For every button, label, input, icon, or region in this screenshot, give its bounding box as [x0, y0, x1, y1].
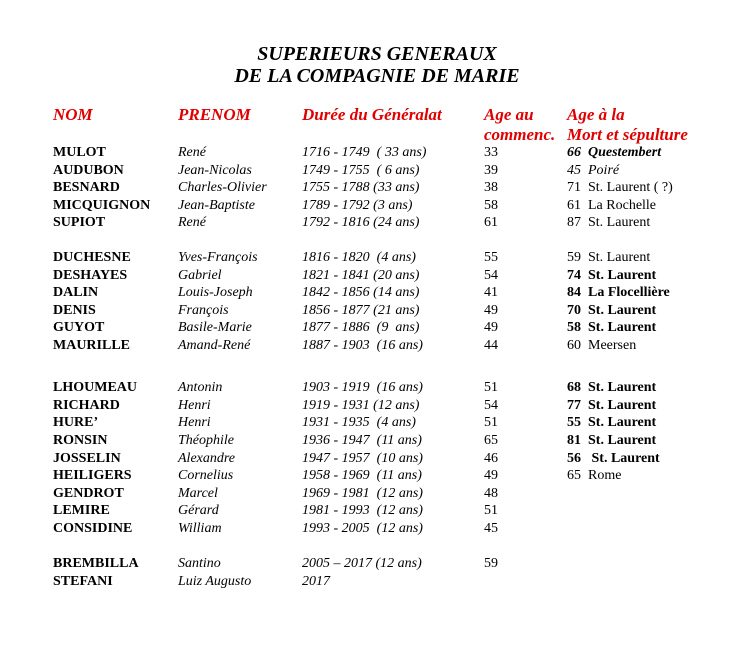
duree-cell: 2005 – 2017 (12 ans)	[302, 556, 422, 571]
age-cell: 61	[484, 215, 498, 230]
table-row	[0, 162, 754, 180]
duree-cell: 1749 - 1755 ( 6 ans)	[302, 163, 420, 178]
prenom-cell: Charles-Olivier	[178, 180, 267, 195]
age-cell: 65	[484, 433, 498, 448]
table-row	[0, 485, 754, 503]
table-row	[0, 520, 754, 538]
age-cell: 54	[484, 398, 498, 413]
header-duree: Durée du Généralat	[302, 105, 442, 124]
nom-cell: HURE’	[53, 415, 99, 430]
table-row	[0, 467, 754, 485]
header-nom: NOM	[53, 105, 93, 124]
age-cell: 59	[484, 556, 498, 571]
mort-cell: 56 St. Laurent	[567, 451, 660, 466]
table-row	[0, 432, 754, 450]
prenom-cell: Cornelius	[178, 468, 234, 483]
mort-cell: 81 St. Laurent	[567, 433, 657, 448]
nom-cell: SUPIOT	[53, 215, 106, 230]
prenom-cell: Luiz Augusto	[178, 574, 252, 589]
duree-cell: 1821 - 1841 (20 ans)	[302, 268, 420, 283]
duree-cell: 1789 - 1792 (3 ans)	[302, 198, 413, 213]
mort-cell: 74 St. Laurent	[567, 268, 657, 283]
nom-cell: BREMBILLA	[53, 556, 139, 571]
mort-cell: 61 La Rochelle	[567, 198, 657, 213]
age-cell: 51	[484, 415, 498, 430]
duree-cell: 1856 - 1877 (21 ans)	[302, 303, 420, 318]
prenom-cell: Basile-Marie	[178, 320, 252, 335]
table-row	[0, 450, 754, 468]
table-row	[0, 573, 754, 591]
nom-cell: RONSIN	[53, 433, 108, 448]
nom-cell: DALIN	[53, 285, 99, 300]
age-cell: 46	[484, 451, 498, 466]
duree-cell: 1755 - 1788 (33 ans)	[302, 180, 420, 195]
mort-cell: 59 St. Laurent	[567, 250, 651, 265]
table-row	[0, 414, 754, 432]
table-row	[0, 502, 754, 520]
prenom-cell: François	[178, 303, 229, 318]
duree-cell: 1887 - 1903 (16 ans)	[302, 338, 423, 353]
prenom-cell: Marcel	[178, 486, 218, 501]
age-cell: 38	[484, 180, 498, 195]
nom-cell: MULOT	[53, 145, 106, 160]
table-row	[0, 319, 754, 337]
duree-cell: 1919 - 1931 (12 ans)	[302, 398, 420, 413]
mort-cell: 66 Questembert	[567, 145, 662, 160]
age-cell: 51	[484, 380, 498, 395]
duree-cell: 1842 - 1856 (14 ans)	[302, 285, 420, 300]
table-row	[0, 179, 754, 197]
duree-cell: 1981 - 1993 (12 ans)	[302, 503, 423, 518]
nom-cell: GUYOT	[53, 320, 105, 335]
duree-cell: 2017	[302, 574, 330, 589]
duree-cell: 1931 - 1935 (4 ans)	[302, 415, 416, 430]
duree-cell: 1993 - 2005 (12 ans)	[302, 521, 423, 536]
nom-cell: DENIS	[53, 303, 96, 318]
prenom-cell: Santino	[178, 556, 221, 571]
nom-cell: MAURILLE	[53, 338, 131, 353]
prenom-cell: Louis-Joseph	[178, 285, 253, 300]
table-row	[0, 267, 754, 285]
nom-cell: AUDUBON	[53, 163, 124, 178]
nom-cell: STEFANI	[53, 574, 113, 589]
duree-cell: 1716 - 1749 ( 33 ans)	[302, 145, 427, 160]
table-row	[0, 197, 754, 215]
nom-cell: DESHAYES	[53, 268, 128, 283]
prenom-cell: Gérard	[178, 503, 219, 518]
nom-cell: LEMIRE	[53, 503, 110, 518]
duree-cell: 1903 - 1919 (16 ans)	[302, 380, 423, 395]
mort-cell: 45 Poiré	[567, 163, 620, 178]
mort-cell: 58 St. Laurent	[567, 320, 657, 335]
table-row	[0, 249, 754, 267]
age-cell: 49	[484, 468, 498, 483]
age-cell: 45	[484, 521, 498, 536]
document-title-line2: DE LA COMPAGNIE DE MARIE	[234, 65, 520, 87]
prenom-cell: René	[178, 215, 206, 230]
age-cell: 49	[484, 320, 498, 335]
nom-cell: DUCHESNE	[53, 250, 131, 265]
prenom-cell: Théophile	[178, 433, 234, 448]
age-cell: 54	[484, 268, 498, 283]
nom-cell: GENDROT	[53, 486, 124, 501]
prenom-cell: René	[178, 145, 206, 160]
mort-cell: 65 Rome	[567, 468, 622, 483]
document-title-line1: SUPERIEURS GENERAUX	[257, 43, 497, 65]
prenom-cell: Gabriel	[178, 268, 222, 283]
nom-cell: LHOUMEAU	[53, 380, 137, 395]
nom-cell: JOSSELIN	[53, 451, 121, 466]
prenom-cell: Jean-Nicolas	[178, 163, 252, 178]
prenom-cell: Amand-René	[178, 338, 251, 353]
nom-cell: CONSIDINE	[53, 521, 133, 536]
duree-cell: 1936 - 1947 (11 ans)	[302, 433, 422, 448]
age-cell: 39	[484, 163, 498, 178]
header-mort-line2: Mort et sépulture	[567, 125, 688, 144]
age-cell: 33	[484, 145, 498, 160]
nom-cell: HEILIGERS	[53, 468, 132, 483]
header-age-line1: Age au	[484, 105, 534, 124]
nom-cell: BESNARD	[53, 180, 120, 195]
table-row	[0, 337, 754, 355]
prenom-cell: Antonin	[178, 380, 223, 395]
mort-cell: 68 St. Laurent	[567, 380, 657, 395]
mort-cell: 84 La Flocellière	[567, 285, 670, 300]
duree-cell: 1969 - 1981 (12 ans)	[302, 486, 423, 501]
table-row	[0, 284, 754, 302]
prenom-cell: Henri	[178, 398, 211, 413]
header-age-line2: commenc.	[484, 125, 556, 144]
prenom-cell: Henri	[178, 415, 211, 430]
prenom-cell: William	[178, 521, 222, 536]
age-cell: 58	[484, 198, 498, 213]
duree-cell: 1792 - 1816 (24 ans)	[302, 215, 420, 230]
mort-cell: 55 St. Laurent	[567, 415, 657, 430]
age-cell: 44	[484, 338, 498, 353]
table-row	[0, 302, 754, 320]
duree-cell: 1816 - 1820 (4 ans)	[302, 250, 416, 265]
age-cell: 41	[484, 285, 498, 300]
prenom-cell: Jean-Baptiste	[178, 198, 255, 213]
mort-cell: 70 St. Laurent	[567, 303, 657, 318]
nom-cell: RICHARD	[53, 398, 120, 413]
table-row	[0, 555, 754, 573]
table-row	[0, 214, 754, 232]
duree-cell: 1947 - 1957 (10 ans)	[302, 451, 423, 466]
table-row	[0, 397, 754, 415]
nom-cell: MICQUIGNON	[53, 198, 151, 213]
duree-cell: 1958 - 1969 (11 ans)	[302, 468, 422, 483]
age-cell: 49	[484, 303, 498, 318]
table-row	[0, 379, 754, 397]
mort-cell: 77 St. Laurent	[567, 398, 657, 413]
header-mort-line1: Age à la	[567, 105, 625, 124]
age-cell: 48	[484, 486, 498, 501]
age-cell: 55	[484, 250, 498, 265]
header-prenom: PRENOM	[178, 105, 251, 124]
prenom-cell: Yves-François	[178, 250, 258, 265]
age-cell: 51	[484, 503, 498, 518]
mort-cell: 87 St. Laurent	[567, 215, 651, 230]
duree-cell: 1877 - 1886 (9 ans)	[302, 320, 420, 335]
table-row	[0, 144, 754, 162]
mort-cell: 60 Meersen	[567, 338, 637, 353]
prenom-cell: Alexandre	[178, 451, 236, 466]
mort-cell: 71 St. Laurent ( ?)	[567, 180, 673, 195]
